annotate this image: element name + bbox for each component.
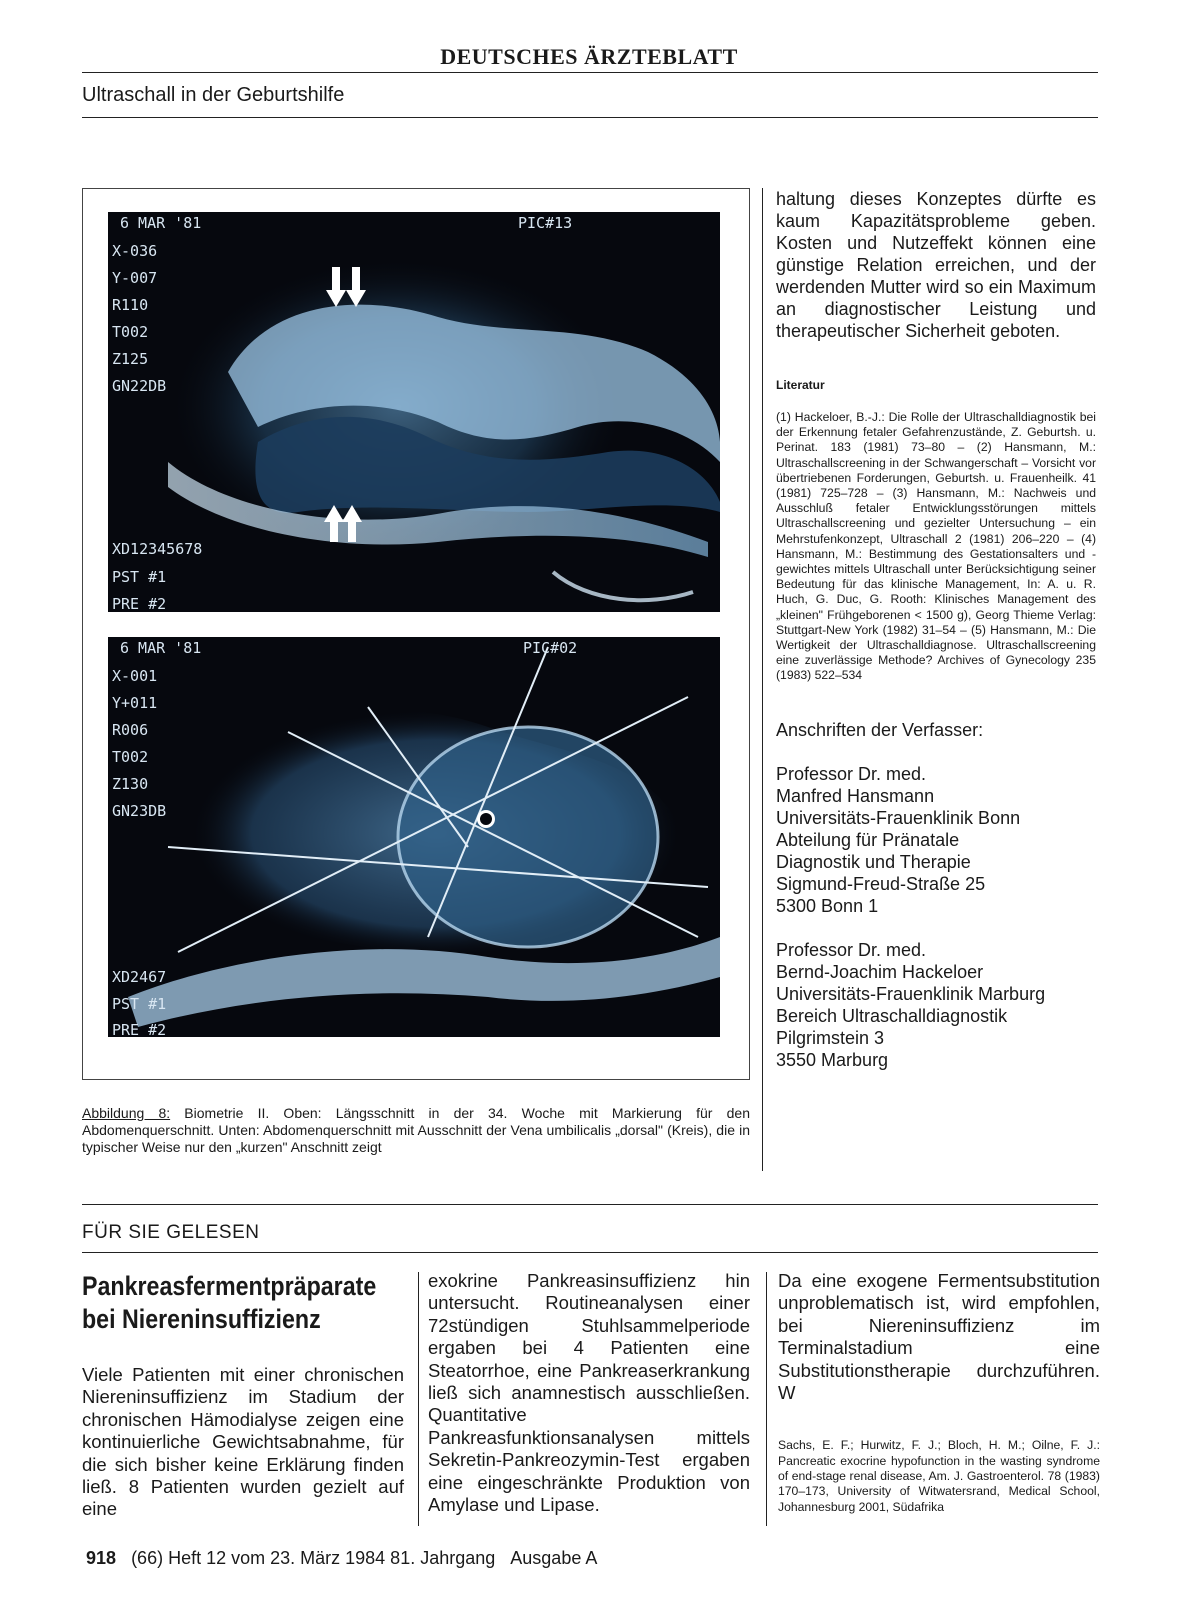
ultrasound-image-bottom xyxy=(108,637,720,1037)
top-image-param: X-036 xyxy=(112,242,158,260)
figure-caption-label: Abbildung 8: xyxy=(82,1105,171,1121)
top-image-param: GN22DB xyxy=(112,377,167,395)
bottom-image-param: GN23DB xyxy=(112,802,167,820)
gelesen-column-3 xyxy=(778,1270,1100,1515)
gelesen-body-3: Da eine exogene Fermentsubstitution unproblematisch ist, wird empfohlen, bei Niereninsuffizienz im Terminalstadium eine Substitutionstherapie durchzuführen. W xyxy=(778,1270,1100,1404)
masthead-rule xyxy=(82,72,1098,73)
bottom-image-param: Y+011 xyxy=(112,694,158,712)
page-footer xyxy=(86,1548,597,1569)
section-rule xyxy=(82,117,1098,118)
bottom-image-date: 6 MAR '81 xyxy=(120,639,202,657)
gelesen-body-1: Viele Patienten mit einer chronischen Niereninsuffizienz im Stadium der chronischen Hämodialyse zeigen eine kontinuierliche Gewichtsabnahme, für die sich bisher keine Erklärung finden ließ. 8 Patienten wurden gezielt auf eine xyxy=(82,1364,404,1520)
top-image-param: T002 xyxy=(112,323,149,341)
figure-caption xyxy=(82,1105,750,1156)
column-divider-top xyxy=(762,188,763,1171)
literature-list: (1) Hackeloer, B.-J.: Die Rolle der Ultraschalldiagnostik bei der Erkennung fetaler Gefahrenzustände, Z. Geburtsh. u. Perinat. 183 (1981) 73–80 – (2) Hansmann, M.: Ultraschallscreening in der Schwangerschaft – Vorsicht vor übertriebenen Forderungen, Geburtsh. u. Frauenheilk. 41 (1981) 725–728 – (3) Hansmann, M.: Nachweis und Ausschluß fetaler Entwicklungsstörungen mittels Ultraschallscreening und gezielter Untersuchung – ein Mehrstufenkonzept, Ultraschall 2 (1981) 206–220 – (4) Hansmann, M.: Bestimmung des Gestationsalters und -gewichtes mittels Ultraschall unter Berücksichtigung seiner Bedeutung für das klinische Management, In: A. u. R. Huch, G. Duc, G. Rooth: Klinisches Management des „kleinen" Frühgeborenen < 1500 g), Georg Thieme Verlag: Stuttgart-New York (1982) 31–54 – (5) Hansmann, M.: Die Wertigkeit der Ultraschalldiagnose. Ultraschallscreening eine zuverlässige Methode? Archives of Gynecology 235 (1983) 522–534 xyxy=(776,410,1096,683)
gelesen-body-2: exokrine Pankreasinsuffizienz hin untersucht. Routineanalysen einer 72stündigen Stuhlsammelperiode ergaben bei 4 Patienten eine Steatorrhoe, eine Pankreaserkrankung ließ sich anamnestisch ausschließen. Quantitative Pankreasfunktionsanalysen mittels Sekretin-Pankreozymin-Test ergaben eine eingeschränkte Produktion von Amylase und Lipase. xyxy=(428,1270,750,1516)
gelesen-column-2 xyxy=(428,1270,750,1516)
right-column xyxy=(776,188,1096,1071)
author-address-1: Professor Dr. med. Manfred Hansmann Universitäts-Frauenklinik Bonn Abteilung für Pränatale Diagnostik und Therapie Sigmund-Freud-Straße 25 5300 Bonn 1 xyxy=(776,763,1021,916)
gelesen-heading: FÜR SIE GELESEN xyxy=(82,1222,260,1243)
masthead: DEUTSCHES ÄRZTEBLATT xyxy=(440,44,738,69)
top-image-param: Y-007 xyxy=(112,269,158,287)
author-address-2: Professor Dr. med. Bernd-Joachim Hackeloer Universitäts-Frauenklinik Marburg Bereich Ultraschalldiagnostik Pilgrimstein 3 3550 Marburg xyxy=(776,939,1046,1070)
issue-info: (66) Heft 12 vom 23. März 1984 81. Jahrgang xyxy=(131,1548,496,1568)
bottom-image-param: XD2467 xyxy=(112,968,167,986)
top-image-param: PST #1 xyxy=(112,568,167,586)
gelesen-column-1 xyxy=(82,1270,404,1521)
bottom-image-param: X-001 xyxy=(112,667,158,685)
section-heading: Ultraschall in der Geburtshilfe xyxy=(82,84,345,106)
addresses-heading: Anschriften der Verfasser: xyxy=(776,719,984,740)
top-image-pic-number: PIC#13 xyxy=(518,214,573,232)
bottom-image-param: PST #1 xyxy=(112,995,167,1013)
top-image-param: PRE #2 xyxy=(112,595,167,612)
bottom-image-pic-number: PIC#02 xyxy=(523,639,578,657)
gelesen-reference: Sachs, E. F.; Hurwitz, F. J.; Bloch, H. M.; Oilne, F. J.: Pancreatic exocrine hypofunction in the wasting syndrome of end-stage renal disease, Am. J. Gastroenterol. 78 (1983) 170–173, University of Witwatersrand, Medical School, Johannesburg 2001, Südafrika xyxy=(778,1438,1100,1514)
figure-frame xyxy=(82,188,750,1080)
literature-heading: Literatur xyxy=(776,378,825,392)
top-image-date: 6 MAR '81 xyxy=(120,214,202,232)
top-image-param: R110 xyxy=(112,296,149,314)
gelesen-top-rule xyxy=(82,1204,1098,1205)
top-image-param: Z125 xyxy=(112,350,149,368)
page-number: 918 xyxy=(86,1548,117,1568)
bottom-image-param: T002 xyxy=(112,748,149,766)
gelesen-bottom-rule xyxy=(82,1252,1098,1253)
gelesen-title: Pankreasfermentpräparate bei Niereninsuffizienz xyxy=(82,1271,377,1334)
bottom-image-param: Z130 xyxy=(112,775,149,793)
gelesen-divider-1 xyxy=(418,1272,419,1526)
figure-caption-text: Biometrie II. Oben: Längsschnitt in der 34. Woche mit Markierung für den Abdomenquerschnitt. Unten: Abdomenquerschnitt mit Ausschnitt der Vena umbilicalis „dorsal" (Kreis), die in typischer Weise nur den „kurzen" Anschnitt zeigt xyxy=(82,1105,750,1155)
gelesen-divider-2 xyxy=(766,1272,767,1526)
edition-info: Ausgabe A xyxy=(510,1548,598,1568)
ultrasound-image-top xyxy=(108,212,720,612)
top-image-param: XD12345678 xyxy=(112,540,203,558)
bottom-image-param: R006 xyxy=(112,721,149,739)
bottom-image-param: PRE #2 xyxy=(112,1021,167,1037)
article-conclusion: haltung dieses Konzeptes dürfte es kaum Kapazitätsprobleme geben. Kosten und Nutzeffekt können eine günstige Relation erreichen, und der werdenden Mutter wird so ein Maximum an diagnostischer Leistung und therapeutischer Sicherheit geboten. xyxy=(776,189,1096,341)
